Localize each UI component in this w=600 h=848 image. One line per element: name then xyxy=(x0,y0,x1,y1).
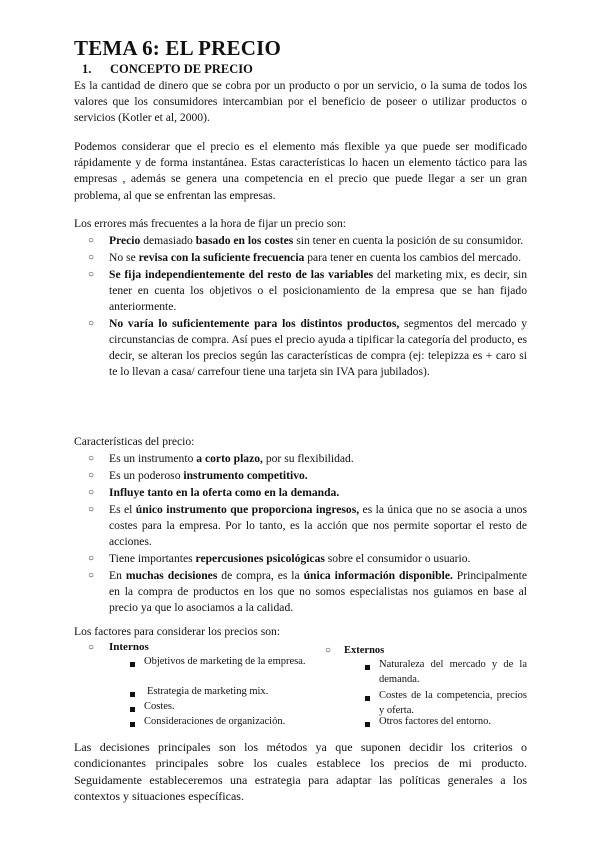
bullet-circle-icon: ○ xyxy=(88,553,95,564)
text: En xyxy=(109,569,126,582)
list-item xyxy=(88,233,527,249)
bold-text: basado en los costes xyxy=(195,234,294,247)
bullet-circle-icon: ○ xyxy=(88,235,95,246)
list-item xyxy=(88,568,527,616)
section-heading xyxy=(82,62,253,77)
text: Es el xyxy=(109,503,136,516)
text: del marketing mix, es decir, sin tener en cuenta los objetivos o el posicionamiento de la empresa que se han fijado anteriormente. xyxy=(109,268,527,313)
bold-text: único instrumento que proporciona ingresos, xyxy=(135,503,360,516)
bold-text: muchas decisiones xyxy=(125,569,218,582)
text: de compra, es la xyxy=(217,569,304,582)
features-list xyxy=(88,451,527,617)
bold-text: repercusiones psicológicas xyxy=(195,552,325,565)
text: demasiado xyxy=(140,234,196,247)
externos-title: Externos xyxy=(344,645,385,656)
bullet-circle-icon: ○ xyxy=(88,487,95,498)
list-item xyxy=(88,267,527,315)
text: sobre el consumidor o usuario. xyxy=(324,552,471,565)
bold-text: única información disponible. xyxy=(303,569,453,582)
features-intro: Características del precio: xyxy=(74,435,195,448)
intro-paragraph: Es la cantidad de dinero que se cobra por un producto o por un servicio, o la suma de todos los valores que los consumidores intercambian por el beneficio de poseer o utilizar productos o servicios (Kotler et al, 2000). xyxy=(74,79,527,125)
square-bullet-icon xyxy=(130,707,135,712)
text: por su flexibilidad. xyxy=(262,452,354,465)
bold-text: Se fija independientemente del resto de las variables xyxy=(109,268,374,281)
internos-item: Costes. xyxy=(144,701,175,712)
bold-text: revisa con la suficiente frecuencia xyxy=(138,251,305,264)
list-item xyxy=(88,468,527,484)
bullet-circle-icon: ○ xyxy=(88,318,95,329)
conclusion-paragraph: Las decisiones principales son los métodos ya que suponen decidir los criterios o condicionantes principales sobre los cuales establece los precios de mi producto. Seguidamente estableceremos una estrategia para adaptar las políticas generales a los contextos y situaciones específicas. xyxy=(74,740,527,803)
square-bullet-icon xyxy=(130,692,135,697)
square-bullet-icon xyxy=(365,722,370,727)
text: Principalmente en la compra de productos en los que no somos especialistas nos guiamos en base al precio ya que lo asociamos a la calidad. xyxy=(109,569,527,614)
list-item xyxy=(88,485,527,501)
square-bullet-icon xyxy=(365,665,370,670)
errors-list xyxy=(88,233,527,381)
text: Es un poderoso xyxy=(109,469,184,482)
text: es la única que no se asocia a unos costes para la empresa. Por lo tanto, es la acción que nos permite soportar el resto de acciones. xyxy=(109,503,527,548)
bullet-circle-icon: ○ xyxy=(88,470,95,481)
list-item xyxy=(88,502,527,550)
bold-text: a corto plazo, xyxy=(196,452,263,465)
text: segmentos del mercado y circunstancias de compra. Así pues el precio ayuda a tipificar la categoría del producto, es decir, se alteran los precios según las características de compra (ej: telepizza es + caro si te lo llevan a casa/ carrefour tiene una tarjeta sin IVA para jubilados). xyxy=(109,317,528,378)
bold-text: Precio xyxy=(109,234,141,247)
internos-item: Objetivos de marketing de la empresa. xyxy=(144,656,306,667)
bullet-circle-icon: ○ xyxy=(325,645,332,656)
bullet-circle-icon: ○ xyxy=(88,570,95,581)
internos-heading xyxy=(88,640,149,655)
externos-item: Otros factores del entorno. xyxy=(379,716,491,727)
page-title: TEMA 6: EL PRECIO xyxy=(74,36,282,60)
externos-item: Costes de la competencia, precios y oferta. xyxy=(379,690,527,716)
bold-text: No varía lo suficientemente para los distintos productos, xyxy=(109,317,400,330)
internos-item: Consideraciones de organización. xyxy=(144,716,286,727)
internos-item: Estrategia de marketing mix. xyxy=(147,686,269,697)
list-item xyxy=(88,250,527,266)
square-bullet-icon xyxy=(130,722,135,727)
externos-heading xyxy=(325,643,384,658)
factors-intro: Los factores para considerar los precios son: xyxy=(74,625,281,638)
list-item xyxy=(88,551,527,567)
internos-title: Internos xyxy=(109,641,149,653)
flexibility-paragraph: Podemos considerar que el precio es el elemento más flexible ya que puede ser modificado rápidamente y de forma instantánea. Estas características lo hacen un elemento táctico para las empresas , además se genera una competencia en el precio que puede llegar a ser un gran problema, al que se enfrentan las empresas. xyxy=(74,140,527,202)
list-item xyxy=(88,316,527,380)
section-number: 1. xyxy=(82,62,92,76)
section-label: CONCEPTO DE PRECIO xyxy=(110,62,253,76)
square-bullet-icon xyxy=(365,696,370,701)
bullet-circle-icon: ○ xyxy=(88,504,95,515)
bold-text: instrumento competitivo. xyxy=(183,469,308,482)
text: para tener en cuenta los cambios del mercado. xyxy=(304,251,521,264)
bullet-circle-icon: ○ xyxy=(88,252,95,263)
text: Tiene importantes xyxy=(109,552,196,565)
bullet-circle-icon: ○ xyxy=(88,642,95,653)
text: sin tener en cuenta la posición de su consumidor. xyxy=(293,234,524,247)
externos-item: Naturaleza del mercado y de la demanda. xyxy=(379,659,527,685)
square-bullet-icon xyxy=(130,662,135,667)
list-item xyxy=(88,451,527,467)
bullet-circle-icon: ○ xyxy=(88,269,95,280)
text: Es un instrumento xyxy=(109,452,197,465)
text: No se xyxy=(109,251,139,264)
errors-intro: Los errores más frecuentes a la hora de fijar un precio son: xyxy=(74,217,347,230)
bold-text: Influye tanto en la oferta como en la demanda. xyxy=(109,486,340,499)
bullet-circle-icon: ○ xyxy=(88,453,95,464)
